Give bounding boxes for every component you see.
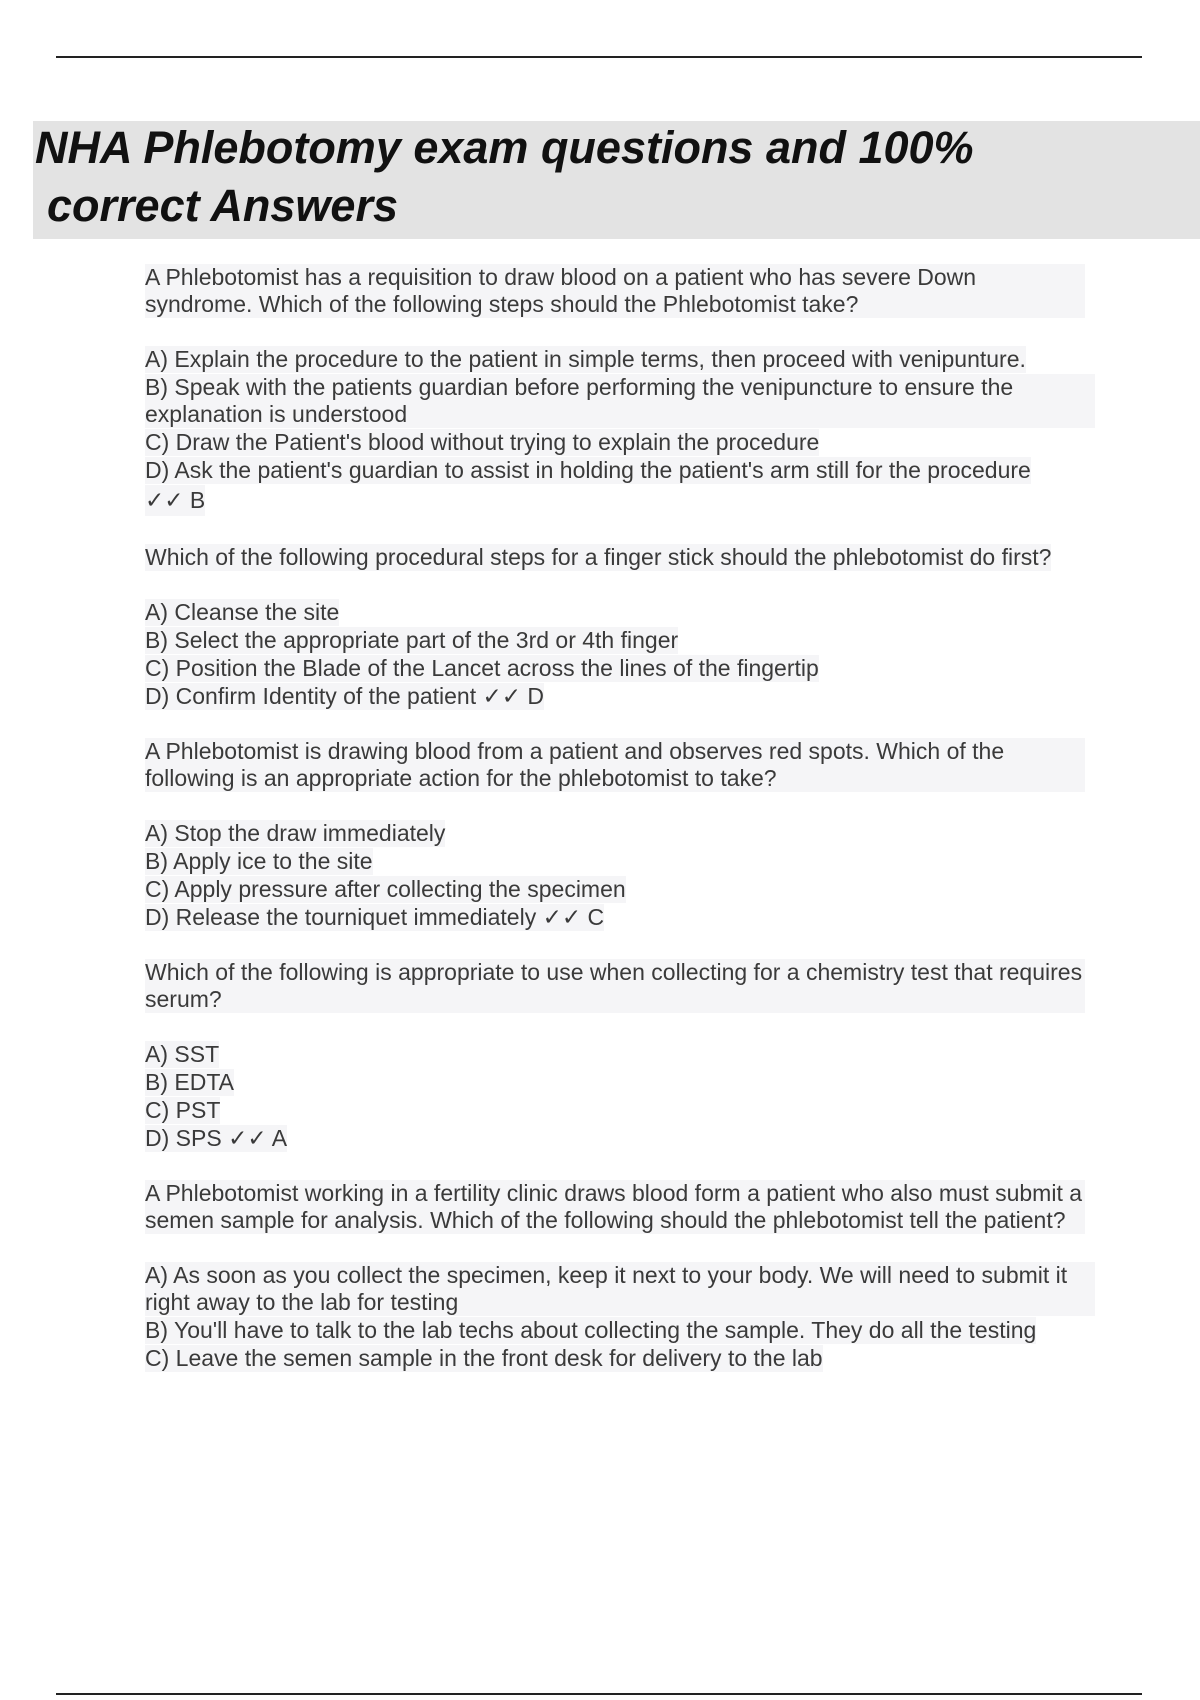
answer-key: ✓✓ D [482,683,545,709]
answer-key: ✓✓ A [228,1125,288,1151]
options-list [145,820,1095,931]
option-d-with-answer [145,683,544,710]
title-line-2: correct Answers [47,180,398,231]
options-list [145,1262,1095,1372]
option-c: C) PST [145,1097,221,1123]
options-list [145,346,1095,484]
question-4 [145,959,1095,1152]
options-list [145,599,1095,710]
option-a: A) SST [145,1041,220,1067]
question-3 [145,738,1095,931]
option-c: C) Apply pressure after collecting the specimen [145,876,626,902]
option-c: C) Draw the Patient's blood without trying to explain the procedure [145,429,820,455]
option-c: C) Position the Blade of the Lancet across the lines of the fingertip [145,655,819,681]
option-b: B) You'll have to talk to the lab techs about collecting the sample. They do all the testing [145,1317,1037,1343]
option-d-with-answer [145,904,604,931]
document-title [35,119,1135,235]
question-2 [145,544,1095,710]
answer-key: ✓✓ B [145,485,205,516]
option-d: D) Release the tourniquet immediately [145,904,537,930]
question-text: Which of the following is appropriate to use when collecting for a chemistry test that requires serum? [145,959,1085,1013]
question-text: A Phlebotomist is drawing blood from a patient and observes red spots. Which of the following is an appropriate action for the phlebotomist to take? [145,738,1085,792]
option-a: A) Cleanse the site [145,599,340,625]
question-text: A Phlebotomist working in a fertility clinic draws blood form a patient who also must submit a semen sample for analysis. Which of the following should the phlebotomist tell the patient? [145,1180,1085,1234]
option-b: B) Apply ice to the site [145,848,373,874]
question-1 [145,264,1095,516]
option-c: C) Leave the semen sample in the front desk for delivery to the lab [145,1345,823,1371]
option-d: D) Confirm Identity of the patient [145,683,477,709]
option-a: A) Explain the procedure to the patient in simple terms, then proceed with venipunture. [145,346,1026,372]
option-d-with-answer [145,1125,287,1152]
question-text: Which of the following procedural steps for a finger stick should the phlebotomist do first? [145,544,1052,570]
option-a: A) Stop the draw immediately [145,820,446,846]
top-rule [56,56,1142,58]
title-line-1: NHA Phlebotomy exam questions and 100% [35,122,974,173]
bottom-rule [56,1693,1142,1695]
option-b: B) Speak with the patients guardian before performing the venipuncture to ensure the explanation is understood [145,374,1095,428]
option-d: D) SPS [145,1125,222,1151]
option-a: A) As soon as you collect the specimen, keep it next to your body. We will need to submit it right away to the lab for testing [145,1262,1095,1316]
question-5 [145,1180,1095,1372]
answer-key: ✓✓ C [542,904,605,930]
question-text: A Phlebotomist has a requisition to draw blood on a patient who has severe Down syndrome. Which of the following steps should the Phlebotomist take? [145,264,1085,318]
option-d: D) Ask the patient's guardian to assist in holding the patient's arm still for the procedure [145,457,1031,483]
questions-list [145,264,1095,1400]
option-b: B) Select the appropriate part of the 3rd or 4th finger [145,627,679,653]
options-list [145,1041,1095,1152]
option-b: B) EDTA [145,1069,235,1095]
